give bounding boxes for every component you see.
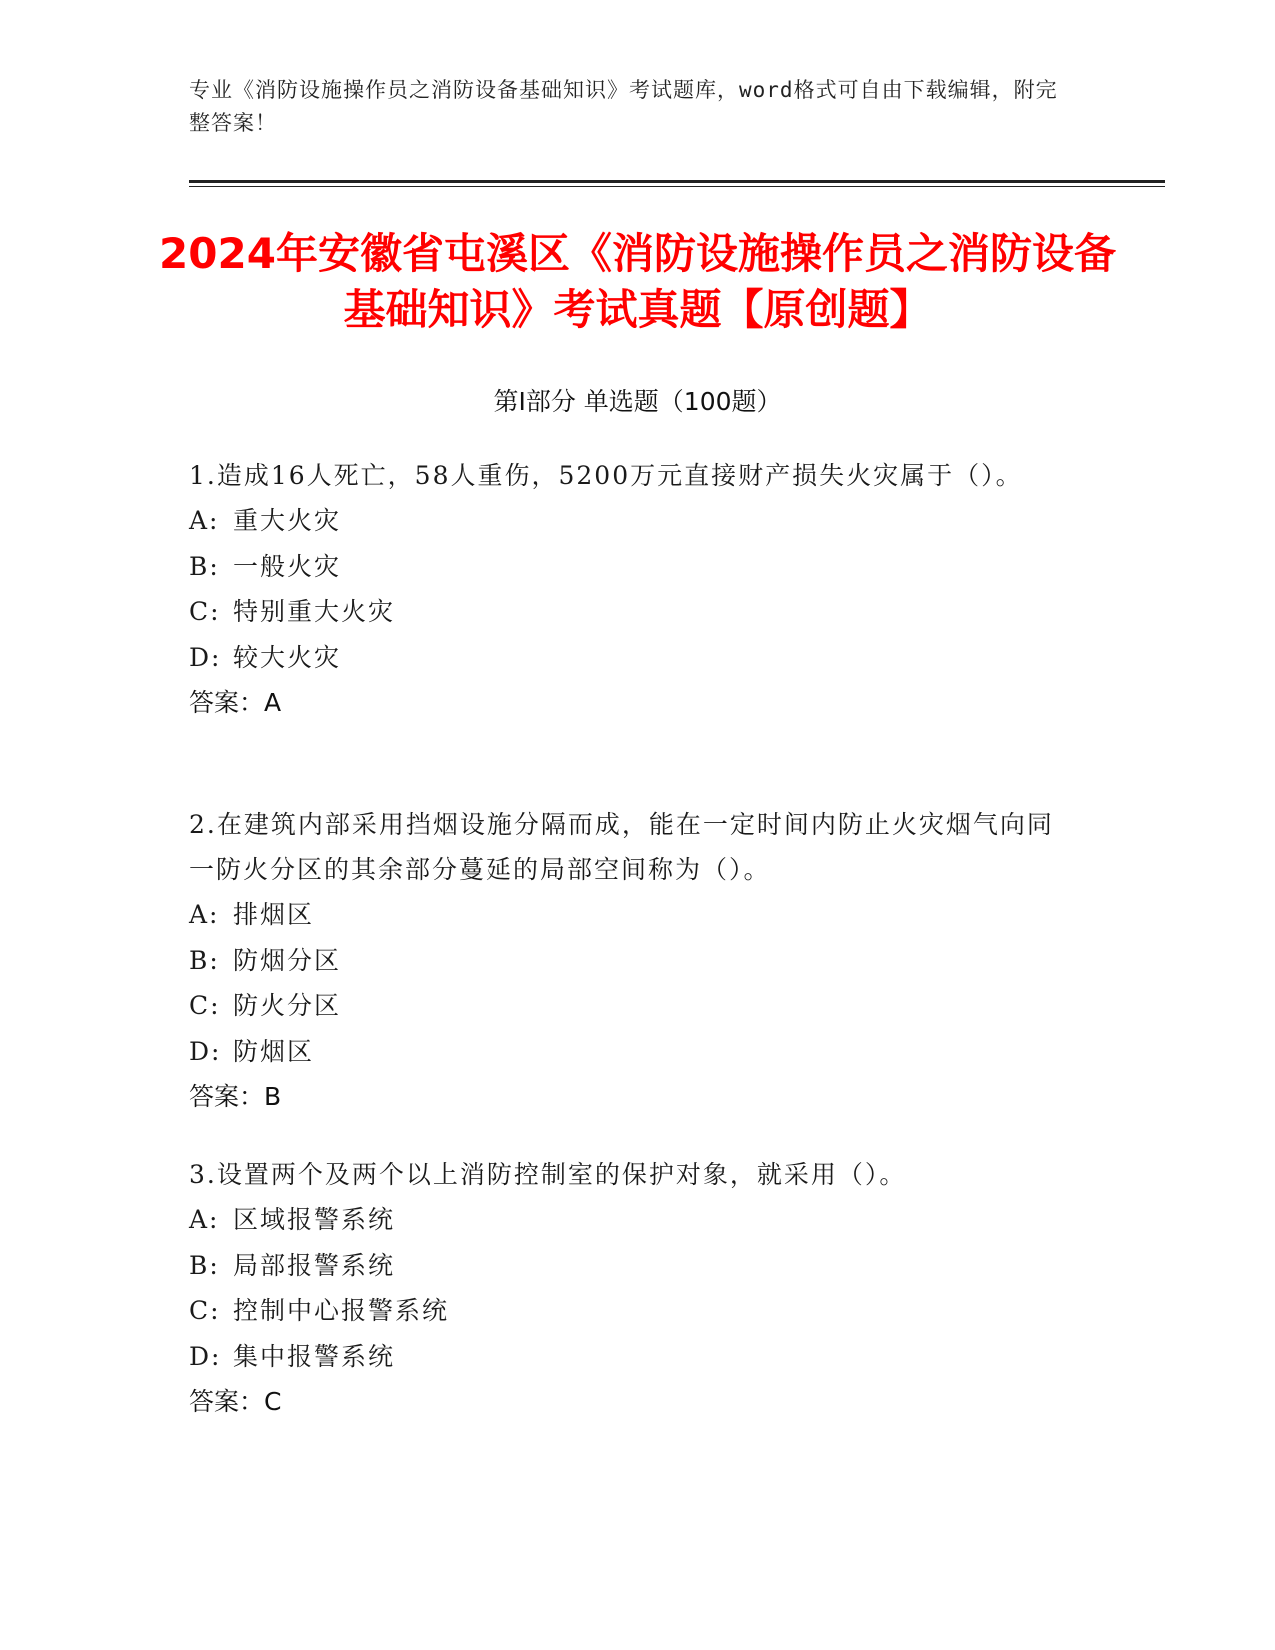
question-stem: 2.在建筑内部采用挡烟设施分隔而成，能在一定时间内防止火灾烟气向同一防火分区的其余部分蔓延的局部空间称为（）。 [189,810,1054,884]
option-key: D: [189,1341,222,1371]
option-key: C: [189,597,221,626]
question-stem: 1.造成16人死亡，58人重伤，5200万元直接财产损失火灾属于（）。 [189,461,1023,490]
header-note: 专业《消防设施操作员之消防设备基础知识》考试题库，word格式可自由下载编辑，附完整答案！ [189,78,1058,135]
option-text: 区域报警系统 [233,1205,396,1234]
option-key: C: [189,1296,221,1325]
option-key: D: [189,1036,222,1066]
question-stem: 3.设置两个及两个以上消防控制室的保护对象，就采用（）。 [189,1160,907,1189]
option-c [189,589,1069,635]
answer: 答案：B [189,1082,282,1111]
header-divider-thin [189,186,1165,187]
question-1 [189,453,1069,725]
option-b [189,938,1069,984]
option-d [189,1334,1069,1380]
option-a [189,498,1069,544]
option-a [189,892,1069,938]
option-key: A: [189,1205,220,1234]
option-b [189,544,1069,590]
option-c [189,1288,1069,1334]
header-divider-thick [189,180,1165,183]
option-key: D: [189,642,222,672]
question-2 [189,802,1069,1119]
option-text: 防火分区 [233,991,342,1020]
option-text: 重大火灾 [233,506,342,535]
option-text: 局部报警系统 [233,1250,396,1280]
option-key: C: [189,991,221,1020]
option-c [189,983,1069,1029]
document-title: 2024年安徽省屯溪区《消防设施操作员之消防设备基础知识》考试真题【原创题】 [159,229,1116,334]
option-d [189,1029,1069,1075]
option-key: A: [189,900,220,929]
option-b [189,1243,1069,1289]
option-text: 一般火灾 [233,551,342,581]
option-text: 排烟区 [233,900,315,929]
option-text: 集中报警系统 [233,1341,396,1371]
option-text: 较大火灾 [233,642,342,672]
option-text: 防烟区 [233,1036,315,1066]
section-title: 第I部分 单选题（100题） [493,387,782,416]
option-key: B: [189,945,220,975]
answer: 答案：C [189,1387,282,1416]
option-text: 防烟分区 [233,945,342,975]
option-d [189,635,1069,681]
option-key: B: [189,1250,220,1280]
option-key: A: [189,506,220,535]
option-text: 特别重大火灾 [233,597,396,626]
option-key: B: [189,551,220,581]
option-text: 控制中心报警系统 [233,1296,450,1325]
option-a [189,1197,1069,1243]
question-3 [189,1152,1069,1424]
answer: 答案：A [189,688,282,717]
